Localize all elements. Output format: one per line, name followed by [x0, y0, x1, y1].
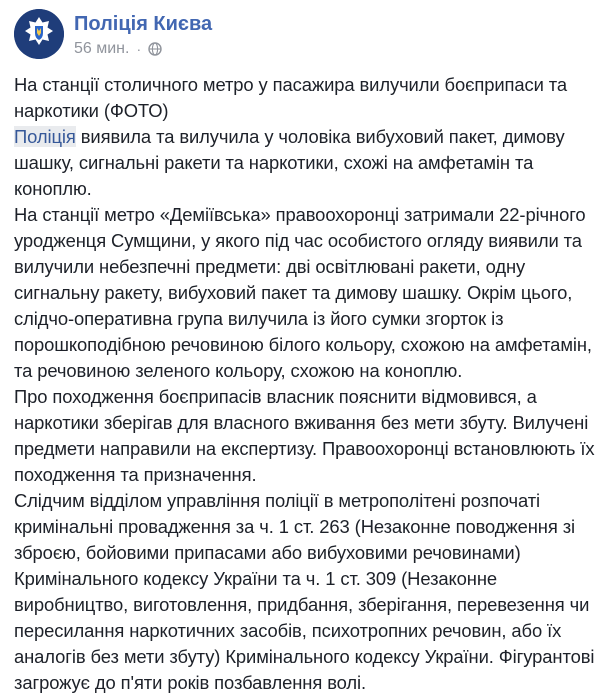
- meta-separator: ·: [136, 41, 142, 57]
- post-paragraph: Про походження боєприпасів власник пояснити відмовився, а наркотики зберігав для власного вживання без мети збуту. Вилучені предмети направили на експертизу. Правоохоронці встановлюють їх походження та призначення.: [14, 386, 595, 485]
- police-hashtag-link[interactable]: Поліція: [14, 126, 76, 147]
- page-name-link[interactable]: Поліція Києва: [74, 13, 213, 35]
- post-paragraph: Слідчим відділом управління поліції в метрополітені розпочаті кримінальні провадження за ч. 1 ст. 263 (Незаконне поводження зі зброєю, бойовими припасами або вибуховими речовинами) Кримінального кодексу України та ч. 1 ст. 309 (Незаконне виробництво, виготовлення, придбання, зберігання, перевезення чи пересилання наркотичних засобів, психотропних речовин, або їх аналогів без мети збуту) Кримінального кодексу України. Фігурантові загрожує до п'яти років позбавлення волі.: [14, 490, 595, 693]
- globe-icon[interactable]: [148, 42, 162, 56]
- post-body: [14, 72, 610, 696]
- post-paragraph: [14, 124, 610, 202]
- post-header: [14, 9, 604, 59]
- post-meta: [74, 39, 162, 59]
- post-headline: На станції столичного метро у пасажира вилучили боєприпаси та наркотики (ФОТО): [14, 74, 568, 121]
- police-badge-icon: [14, 9, 64, 59]
- paragraph-text: виявила та вилучила у чоловіка вибуховий пакет, димову шашку, сигнальні ракети та наркотики, схожі на амфетамін та коноплю.: [14, 126, 565, 199]
- page-avatar[interactable]: [14, 9, 64, 59]
- post-timestamp[interactable]: 56 мин.: [74, 40, 130, 57]
- post-paragraph: На станції метро «Деміївська» правоохоронці затримали 22-річного уродженця Сумщини, у якого під час особистого огляду виявили та вилучили небезпечні предмети: дві освітлювані ракети, одну сигнальну ракету, вибуховий пакет та димову шашку. Окрім цього, слідчо-оперативна група вилучила із його сумки згорток із порошкоподібною речовиною білого кольору, схожою на амфетамін, та речовиною зеленого кольору, схожою на коноплю.: [14, 204, 592, 381]
